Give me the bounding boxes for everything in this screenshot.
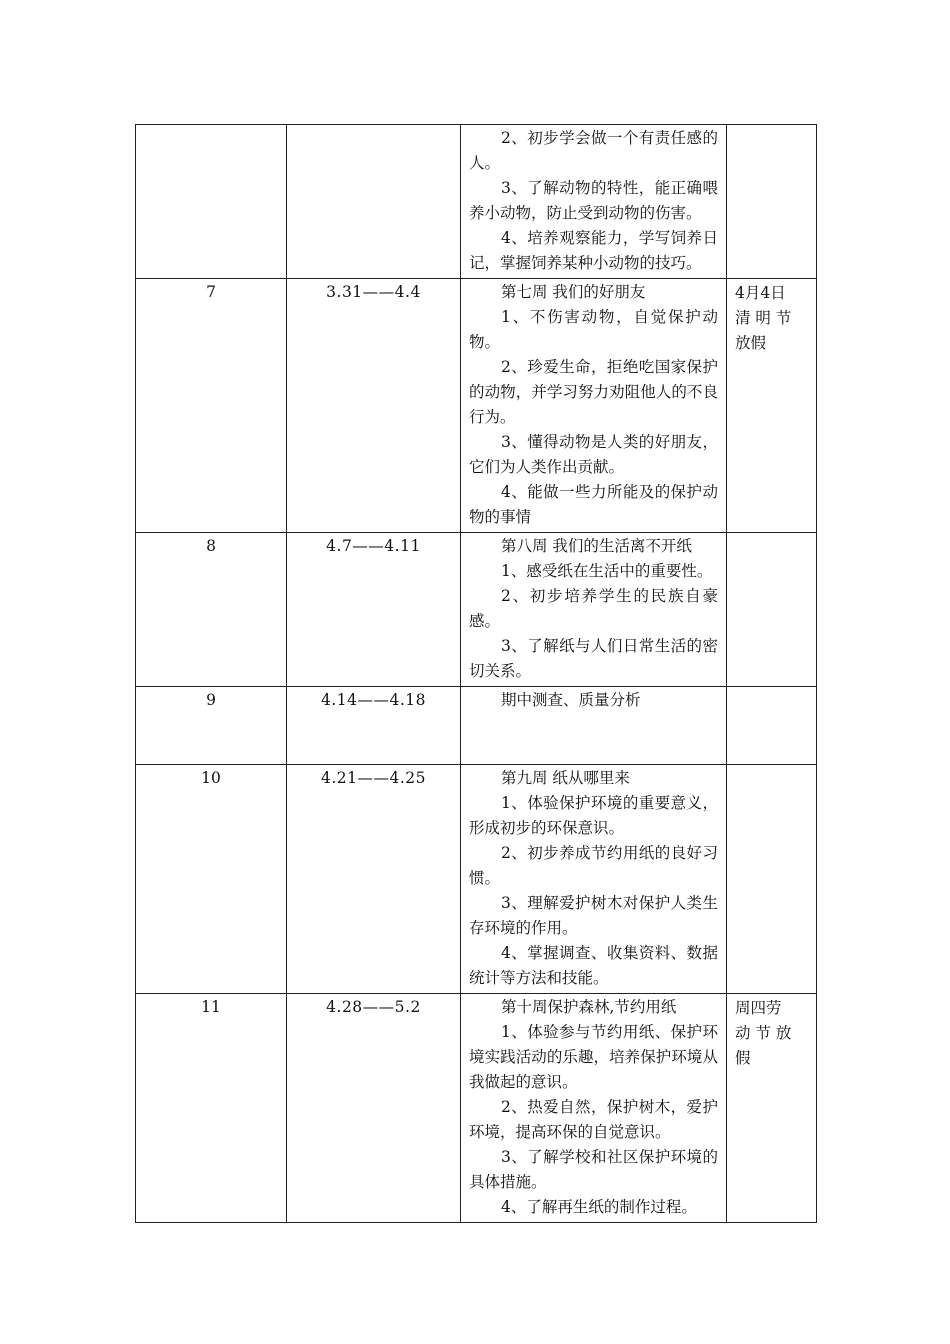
content-line: 3、了解动物的特性，能正确喂养小动物，防止受到动物的伤害。 [469, 179, 718, 222]
remarks-cell [727, 279, 817, 533]
remarks-cell [727, 687, 817, 765]
content-line: 3、理解爱护树木对保护人类生存环境的作用。 [469, 894, 718, 937]
schedule-table [135, 124, 817, 1223]
week-dates: 4.21——4.25 [287, 765, 461, 994]
lesson-title: 第八周 我们的生活离不开纸 [501, 537, 692, 555]
content-line: 3、懂得动物是人类的好朋友，它们为人类作出贡献。 [469, 433, 718, 476]
week-dates: 3.31——4.4 [287, 279, 461, 533]
content-line: 4、培养观察能力，学写饲养日记，掌握饲养某种小动物的技巧。 [469, 229, 718, 272]
lesson-content [461, 279, 727, 533]
remarks-cell [727, 533, 817, 687]
content-line: 1、体验参与节约用纸、保护环境实践活动的乐趣，培养保护环境从我做起的意识。 [469, 1023, 718, 1091]
content-line: 4、了解再生纸的制作过程。 [501, 1198, 697, 1216]
week-number: 10 [136, 765, 287, 994]
week-number: 11 [136, 994, 287, 1223]
lesson-title: 第七周 我们的好朋友 [501, 283, 646, 301]
remarks-cell [727, 765, 817, 994]
week-number: 9 [136, 687, 287, 765]
table-row [136, 687, 817, 765]
remark-line: 假 [735, 1049, 751, 1067]
table-row [136, 994, 817, 1223]
lesson-title: 期中测查、质量分析 [501, 691, 641, 709]
lesson-content [461, 994, 727, 1223]
content-line: 4、掌握调查、收集资料、数据统计等方法和技能。 [469, 944, 718, 987]
week-number: 7 [136, 279, 287, 533]
content-line: 3、了解纸与人们日常生活的密切关系。 [469, 637, 718, 680]
content-line: 2、珍爱生命，拒绝吃国家保护的动物，并学习努力劝阻他人的不良行为。 [469, 358, 718, 426]
week-dates: 4.28——5.2 [287, 994, 461, 1223]
remark-line: 放假 [735, 334, 767, 352]
table-row [136, 279, 817, 533]
content-line: 1、感受纸在生活中的重要性。 [501, 562, 713, 580]
content-line: 3、了解学校和社区保护环境的具体措施。 [469, 1148, 718, 1191]
table-row [136, 533, 817, 687]
content-line: 2、热爱自然，保护树木，爱护环境，提高环保的自觉意识。 [469, 1098, 718, 1141]
content-line: 4、能做一些力所能及的保护动物的事情 [469, 483, 718, 526]
remark-line: 动 节 放 [735, 1024, 792, 1042]
table-row [136, 125, 817, 279]
content-line: 2、初步培养学生的民族自豪感。 [469, 587, 718, 630]
week-number [136, 125, 287, 279]
table-row [136, 765, 817, 994]
lesson-content [461, 765, 727, 994]
week-number: 8 [136, 533, 287, 687]
week-dates: 4.7——4.11 [287, 533, 461, 687]
remarks-cell [727, 994, 817, 1223]
lesson-content [461, 687, 727, 765]
lesson-content [461, 533, 727, 687]
content-line: 2、初步学会做一个有责任感的人。 [469, 129, 718, 172]
remark-line: 4月4日 [735, 284, 786, 302]
content-line: 2、初步养成节约用纸的良好习惯。 [469, 844, 718, 887]
remark-line: 清 明 节 [735, 309, 792, 327]
lesson-title: 第九周 纸从哪里来 [501, 769, 630, 787]
remarks-cell [727, 125, 817, 279]
content-line: 1、体验保护环境的重要意义，形成初步的环保意识。 [469, 794, 718, 837]
lesson-title: 第十周保护森林,节约用纸 [501, 998, 677, 1016]
content-line: 1、不伤害动物，自觉保护动物。 [469, 308, 718, 351]
remark-line: 周四劳 [735, 999, 782, 1017]
lesson-content [461, 125, 727, 279]
week-dates [287, 125, 461, 279]
week-dates: 4.14——4.18 [287, 687, 461, 765]
